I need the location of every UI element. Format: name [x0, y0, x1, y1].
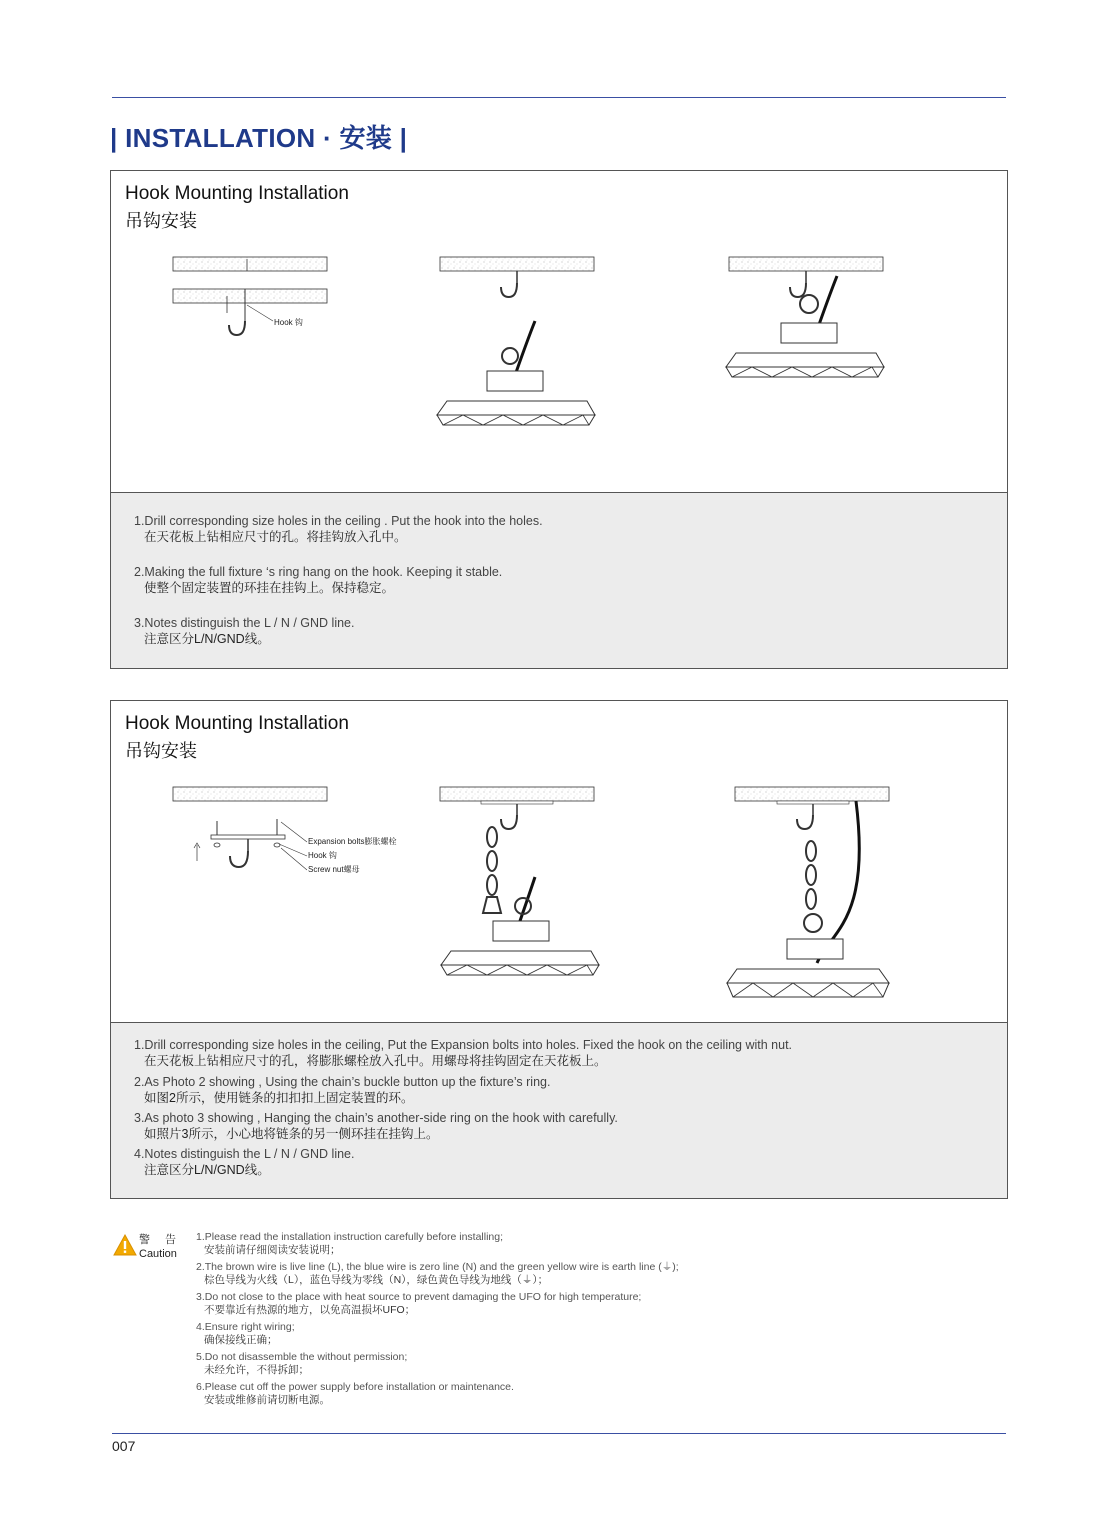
caution-label [139, 1233, 178, 1261]
page-number: 007 [112, 1438, 136, 1454]
bottom-rule [112, 1433, 1006, 1434]
step-2-en: 2.Making the full fixture ‘s ring hang on the hook. Keeping it stable. [134, 565, 503, 579]
caution-item-en: 5.Do not disassemble the without permission; [196, 1351, 408, 1363]
panel-hook-mounting-1 [110, 170, 1008, 669]
step-2 [134, 1074, 550, 1106]
caution-item-zh: 未经允许，不得拆卸； [204, 1364, 309, 1376]
step-3 [134, 615, 354, 647]
caution-item-zh: 确保接线正确； [204, 1334, 278, 1346]
step-1-zh: 在天花板上钻相应尺寸的孔，将膨胀螺栓放入孔中。用螺母将挂钩固定在天花板上。 [144, 1054, 607, 1068]
step-4 [134, 1146, 354, 1178]
caution-item [196, 1321, 996, 1347]
caution-item [196, 1261, 996, 1287]
panel-steps [111, 1022, 1007, 1198]
fig3-chain-hung [727, 787, 889, 997]
caution-item-en: 6.Please cut off the power supply before installation or maintenance. [196, 1381, 514, 1393]
caution-item-en: 1.Please read the installation instruction carefully before installing; [196, 1231, 504, 1243]
panel-steps [111, 492, 1007, 668]
step-1-zh: 在天花板上钻相应尺寸的孔。将挂钩放入孔中。 [144, 530, 407, 544]
panel-hook-mounting-2 [110, 700, 1008, 1199]
step-2-zh: 使整个固定装置的环挂在挂钩上。保持稳定。 [144, 581, 395, 595]
caution-label-en: Caution [139, 1248, 177, 1260]
step-3-en: 3.As photo 3 showing , Hanging the chain’s another-side ring on the hook with carefully. [134, 1111, 618, 1125]
step-4-en: 4.Notes distinguish the L / N / GND line. [134, 1147, 355, 1161]
caution-item-en: 4.Ensure right wiring; [196, 1321, 295, 1333]
page-title: | INSTALLATION · 安装 | [110, 123, 408, 153]
caution-item [196, 1351, 996, 1377]
caution-item-en: 3.Do not close to the place with heat source to prevent damaging the UFO for high temperature; [196, 1291, 642, 1303]
label-hook: Hook 钩 [308, 851, 337, 860]
step-1-en: 1.Drill corresponding size holes in the ceiling . Put the hook into the holes. [134, 514, 543, 528]
fig1-expansion-bolts [173, 787, 396, 874]
fig2-fixture-below-hook [437, 257, 595, 425]
step-1 [134, 1037, 792, 1069]
step-3-en: 3.Notes distinguish the L / N / GND line. [134, 616, 355, 630]
step-3-zh: 注意区分L/N/GND线。 [144, 632, 270, 646]
caution-item-zh: 安装前请仔细阅读安装说明； [204, 1244, 341, 1256]
step-2-en: 2.As Photo 2 showing , Using the chain’s buckle button up the fixture’s ring. [134, 1075, 551, 1089]
label-hook: Hook 钩 [274, 318, 303, 327]
caution-item [196, 1291, 996, 1317]
step-3 [134, 1110, 618, 1142]
caution-item-zh: 棕色导线为火线（L），蓝色导线为零线（N），绿色黄色导线为地线（⏚）； [204, 1274, 549, 1286]
caution-item-zh: 安装或维修前请切断电源。 [204, 1394, 330, 1406]
step-1-en: 1.Drill corresponding size holes in the ceiling, Put the Expansion bolts into holes. Fixed the hook on the ceiling with nut. [134, 1038, 793, 1052]
warning-icon [113, 1234, 137, 1256]
heading-en: Hook Mounting Installation [125, 713, 349, 734]
caution-item-zh: 不要靠近有热源的地方，以免高温损坏UFO； [204, 1304, 416, 1316]
label-expansion-bolts: Expansion bolts膨胀螺栓 [308, 837, 397, 846]
heading-zh: 吊钩安装 [125, 211, 197, 231]
step-3-zh: 如照片3所示，小心地将链条的另一侧环挂在挂钩上。 [144, 1127, 439, 1141]
caution-item [196, 1231, 996, 1257]
step-2 [134, 564, 502, 596]
fig3-fixture-hung [726, 257, 884, 377]
step-1 [134, 513, 543, 545]
heading-en: Hook Mounting Installation [125, 183, 349, 204]
step-2-zh: 如图2所示，使用链条的扣扣扣上固定装置的环。 [144, 1091, 414, 1105]
step-4-zh: 注意区分L/N/GND线。 [144, 1163, 270, 1177]
caution-label-zh: 警 告 [139, 1234, 178, 1246]
caution-item-en: 2.The brown wire is live line (L), the blue wire is zero line (N) and the green yellow wire is earth line (⏚); [196, 1261, 679, 1273]
label-screw-nut: Screw nut螺母 [308, 865, 360, 874]
caution-list [196, 1231, 996, 1411]
fig1-ceiling-drill [173, 257, 327, 335]
heading-zh: 吊钩安装 [125, 741, 197, 761]
fig2-chain-buckle [440, 787, 599, 975]
top-rule [112, 97, 1006, 98]
panel2-figures [111, 701, 1007, 1023]
caution-item [196, 1381, 996, 1407]
panel1-figures [111, 171, 1007, 493]
